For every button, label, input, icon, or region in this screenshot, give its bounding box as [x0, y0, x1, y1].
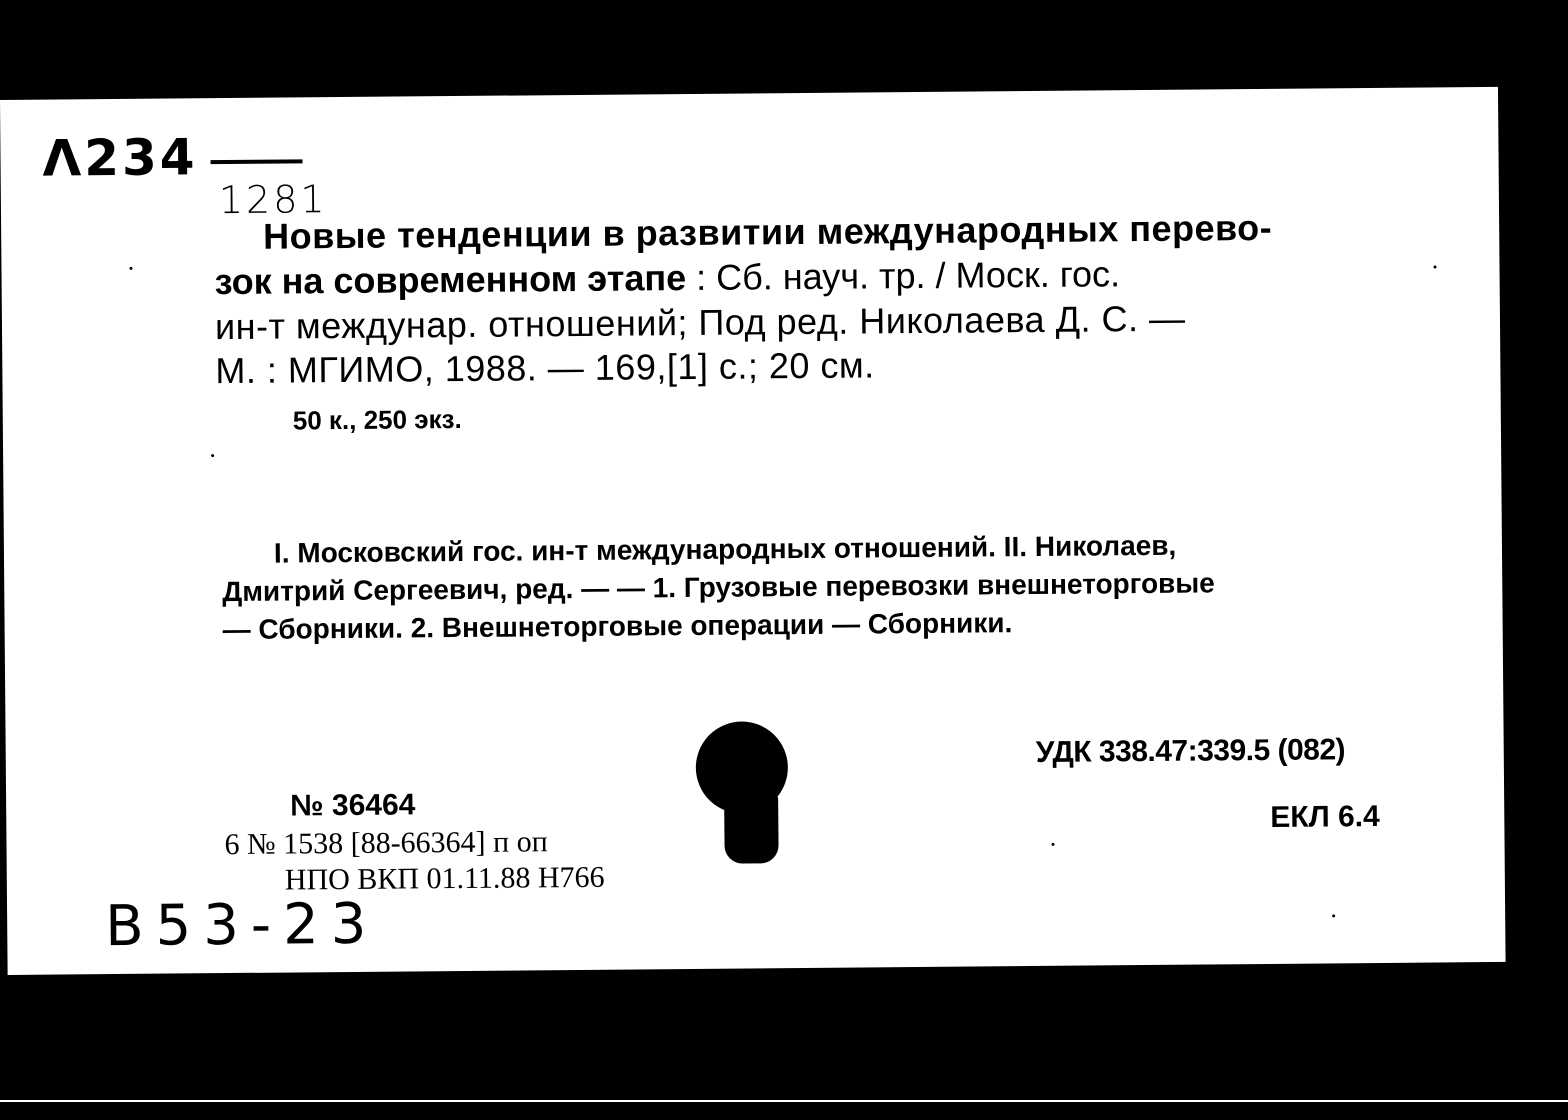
title-line-4: М. : МГИМО, 1988. — 169,[1] с.; 20 см.: [215, 344, 875, 392]
title-line-2-rest: : Сб. науч. тр. / Моск. гос.: [685, 253, 1121, 299]
price-line: 50 к., 250 экз.: [292, 403, 462, 436]
fraction-bar: [211, 159, 303, 164]
publisher-line: НПО ВКП 01.11.88 Н766: [284, 860, 605, 897]
handwritten-bottom-code: B53-23: [104, 891, 379, 960]
speck: [1433, 265, 1436, 268]
title-line-2-bold: зок на современном этапе: [214, 257, 687, 303]
speck: [129, 267, 132, 270]
title-line-3: ин-т междунар. отношений; Под ред. Николаева Д. С. —: [214, 297, 1186, 348]
subject-line-3: — Сборники. 2. Внешнеторговые операции — Сборники.: [222, 607, 1013, 646]
handwritten-shelf-mark: Λ234: [42, 128, 198, 188]
catalog-card: [0, 87, 1506, 975]
speck: [1052, 843, 1055, 846]
scan-edge-line: [0, 1100, 1568, 1102]
subject-line-2: Дмитрий Сергеевич, ред. — — 1. Грузовые перевозки внешнеторговые: [222, 567, 1215, 608]
udk-code: УДК 338.47:339.5 (082): [1035, 733, 1346, 769]
title-line-2: [214, 253, 1120, 303]
speck: [211, 454, 214, 457]
ekl-code: ЕКЛ 6.4: [1270, 799, 1380, 834]
handwritten-sub-number: 1281: [218, 177, 328, 223]
card-punch-slot: [724, 793, 779, 863]
order-line: 6 № 1538 [88-66364] п оп: [224, 825, 548, 862]
speck: [1332, 914, 1335, 917]
subject-line-1: I. Московский гос. ин-т международных отношений. II. Николаев,: [273, 529, 1177, 569]
record-number: № 36464: [290, 788, 416, 823]
title-line-1: Новые тенденции в развитии международных перево-: [263, 206, 1273, 257]
